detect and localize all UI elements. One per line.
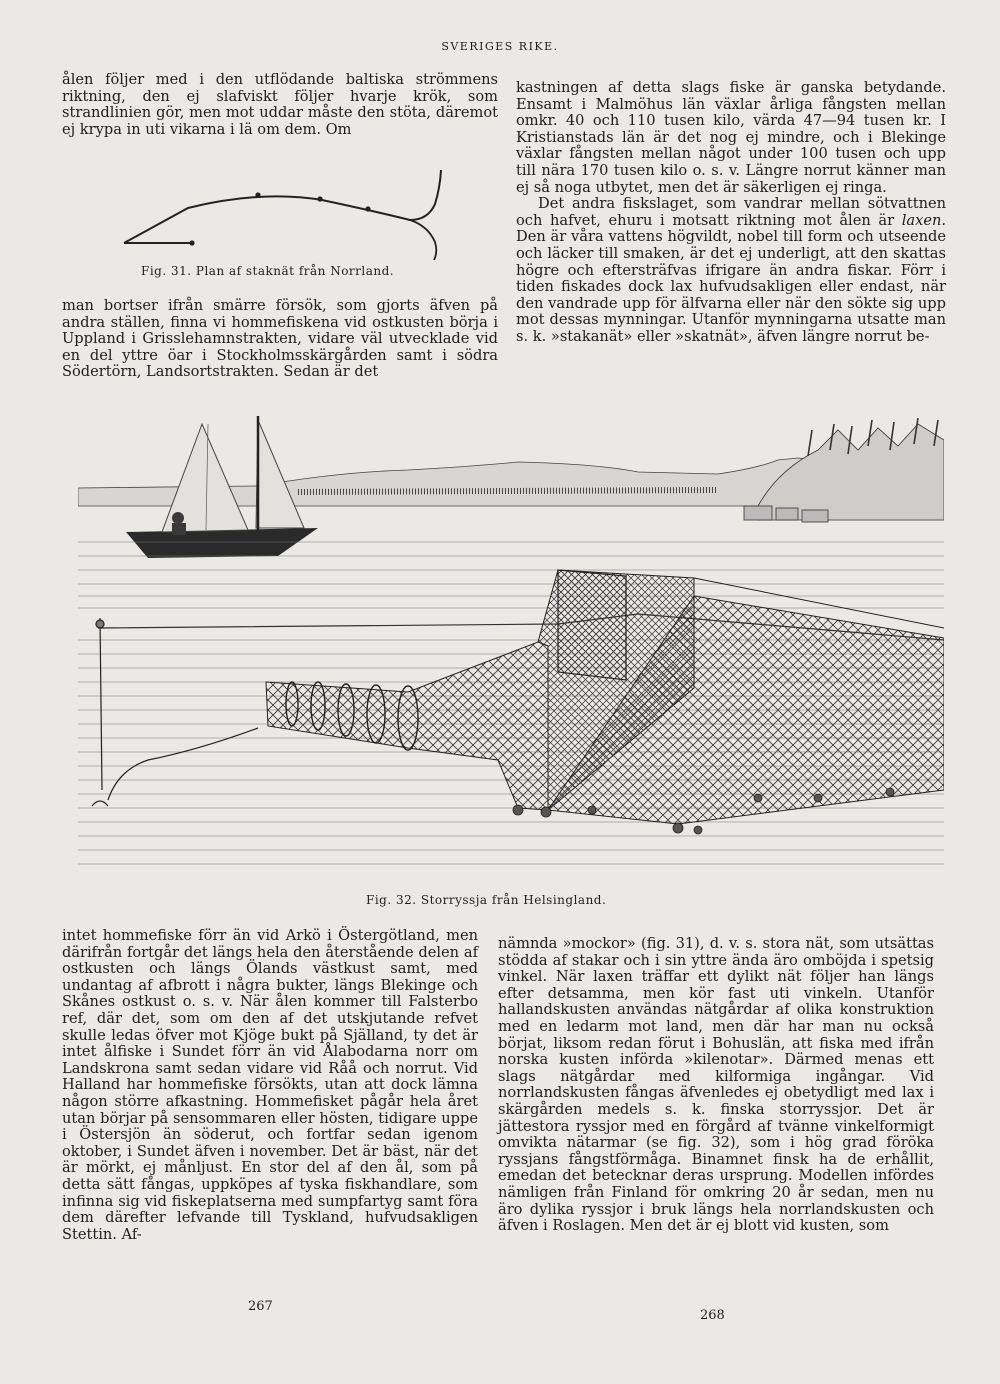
fig31-stake bbox=[317, 196, 322, 201]
page-number-left: 267 bbox=[248, 1299, 273, 1314]
fig31-net-line bbox=[124, 170, 441, 243]
right-bottom-paragraph: nämnda »mockor» (fig. 31), d. v. s. stora nät, som utsättas stödda af stakar och i sin yttre ända äro omböjda i spetsig vinkel. När laxen träffar ett dylikt nät följer han längs efter detsamma, men kör fast uti vinkeln. Utanför hallandskusten användas nätgårdar af olika konstruktion med en ledarm mot land, men där har man nu också börjat, liksom redan förut i Bohuslän, att fiska med ifrån norska kusten införda »kilenotar». Därmed menas ett slags nätgårdar med kilformiga ingångar. Vid norrlandskusten fångas äfvenledes ej obetydligt med lax i skärgården medels s. k. finska storryssjor. Det är jättestora ryssjor med en förgård af tvänne vinkelformigt omvikta nätarmar (se fig. 32), som i hög grad föröka ryssjans fångstförmåga. Binamnet finsk ha de erhållit, emedan det betecknar deras ursprung. Modellen infördes nämligen från Finland för omkring 20 år sedan, men nu äro dylika ryssjor i bruk längs hela norrlandskusten och äfven i Roslagen. Men det är ej blott vid kusten, som bbox=[498, 935, 934, 1235]
fig32-net-box bbox=[558, 570, 626, 680]
fig32-net-funnel bbox=[266, 642, 548, 810]
right-top-text bbox=[516, 80, 946, 346]
left-intro-text bbox=[62, 72, 498, 138]
right-para-2-em: laxen. bbox=[901, 211, 946, 229]
left-after-fig-text bbox=[62, 298, 498, 381]
fig32-storryssja-illustration bbox=[78, 410, 944, 888]
fig32-left-mooring bbox=[92, 618, 258, 806]
running-head: SVERIGES RIKE. bbox=[441, 40, 559, 53]
right-para-2-b: Den är våra vattens högvildt, nobel till form och utseende och läcker till smaken, är det ej underligt, att den skattas högre och eftersträfvas ifrigare än andra fiskar. Förr i tiden fiskades dock lax hufvudsakligen eller endast, när den vandrade upp för älfvarna eller när den sökte sig upp mot dessas mynningar. Utanför mynningarna utsatte man s. k. »stakanät» eller »skatnät», äfven längre norrut be- bbox=[516, 228, 946, 345]
fig31-caption: Fig. 31. Plan af staknät från Norrland. bbox=[141, 264, 395, 278]
fig31-net-hook bbox=[410, 220, 436, 260]
fig31-staknat-plan bbox=[110, 168, 450, 264]
left-intro-paragraph: ålen följer med i den utflödande baltiska strömmens riktning, den ej slafviskt följer hvarje krök, som strandlinien gör, men mot uddar måste den stöta, däremot ej krypa in uti vikarna i lä om dem. Om bbox=[62, 71, 498, 138]
fig31-stake bbox=[255, 192, 260, 197]
fig31-stake bbox=[365, 206, 370, 211]
right-para-2-a: Det andra fiskslaget, som vandrar mellan sötvattnen och hafvet, ehuru i motsatt riktning mot ålen är bbox=[516, 195, 946, 229]
fig32-caption: Fig. 32. Storryssja från Helsingland. bbox=[366, 893, 607, 907]
page-number-right: 268 bbox=[700, 1308, 725, 1323]
left-bottom-text bbox=[62, 928, 478, 1243]
right-para-1: kastningen af detta slags fiske är ganska betydande. Ensamt i Malmöhus län växlar årliga fångsten mellan omkr. 40 och 110 tusen kilo, värda 47—94 tusen kr. I Kristianstads län är det nog ej mindre, och i Blekinge växlar fångsten mellan något under 100 tusen och upp till nära 170 tusen kilo o. s. v. Längre norrut känner man ej så noga utbytet, men det är säkerligen ej ringa. bbox=[516, 79, 946, 196]
right-para-2 bbox=[516, 196, 946, 345]
left-after-fig-paragraph: man bortser ifrån smärre försök, som gjorts äfven på andra ställen, finna vi hommefiskena vid ostkusten börja i Uppland i Grisslehamnstrakten, vidare väl utvecklade vid en del yttre öar i Stockholmsskärgården samt i södra Södertörn, Landsortstrakten. Sedan är det bbox=[62, 297, 498, 381]
fig31-stake bbox=[189, 240, 194, 245]
left-bottom-paragraph: intet hommefiske förr än vid Arkö i Östergötland, men därifrån fortgår det längs hela den återstående delen af ostkusten och längs Ölands västkust samt, med undantag af afbrott i några bukter, längs Blekinge och Skånes ostkust o. s. v. När ålen kommer till Falsterbo ref, där det, som om den af det utskjutande refvet skulle ledas öfver mot Kjöge bukt på Själland, ty det är intet ålfiske i Sundet förr än vid Ålabodarna norr om Landskrona samt sedan vidare vid Råå och norrut. Vid Halland har hommefiske försökts, utan att dock lämna någon större afkastning. Hommefisket pågår hela året utan börjar på sensommaren eller hösten, tidigare uppe i Östersjön än söderut, och fortfar sedan igenom oktober, i Sundet äfven i november. Det är bäst, när det är mörkt, ej månljust. En stor del af den ål, som på detta sätt fångas, uppköpes af tyska fiskhandlare, som infinna sig vid fiskeplatserna med sumpfartyg samt föra dem därefter lefvande till Tyskland, hufvudsakligen Stettin. Af- bbox=[62, 927, 478, 1243]
right-bottom-text bbox=[498, 936, 934, 1235]
